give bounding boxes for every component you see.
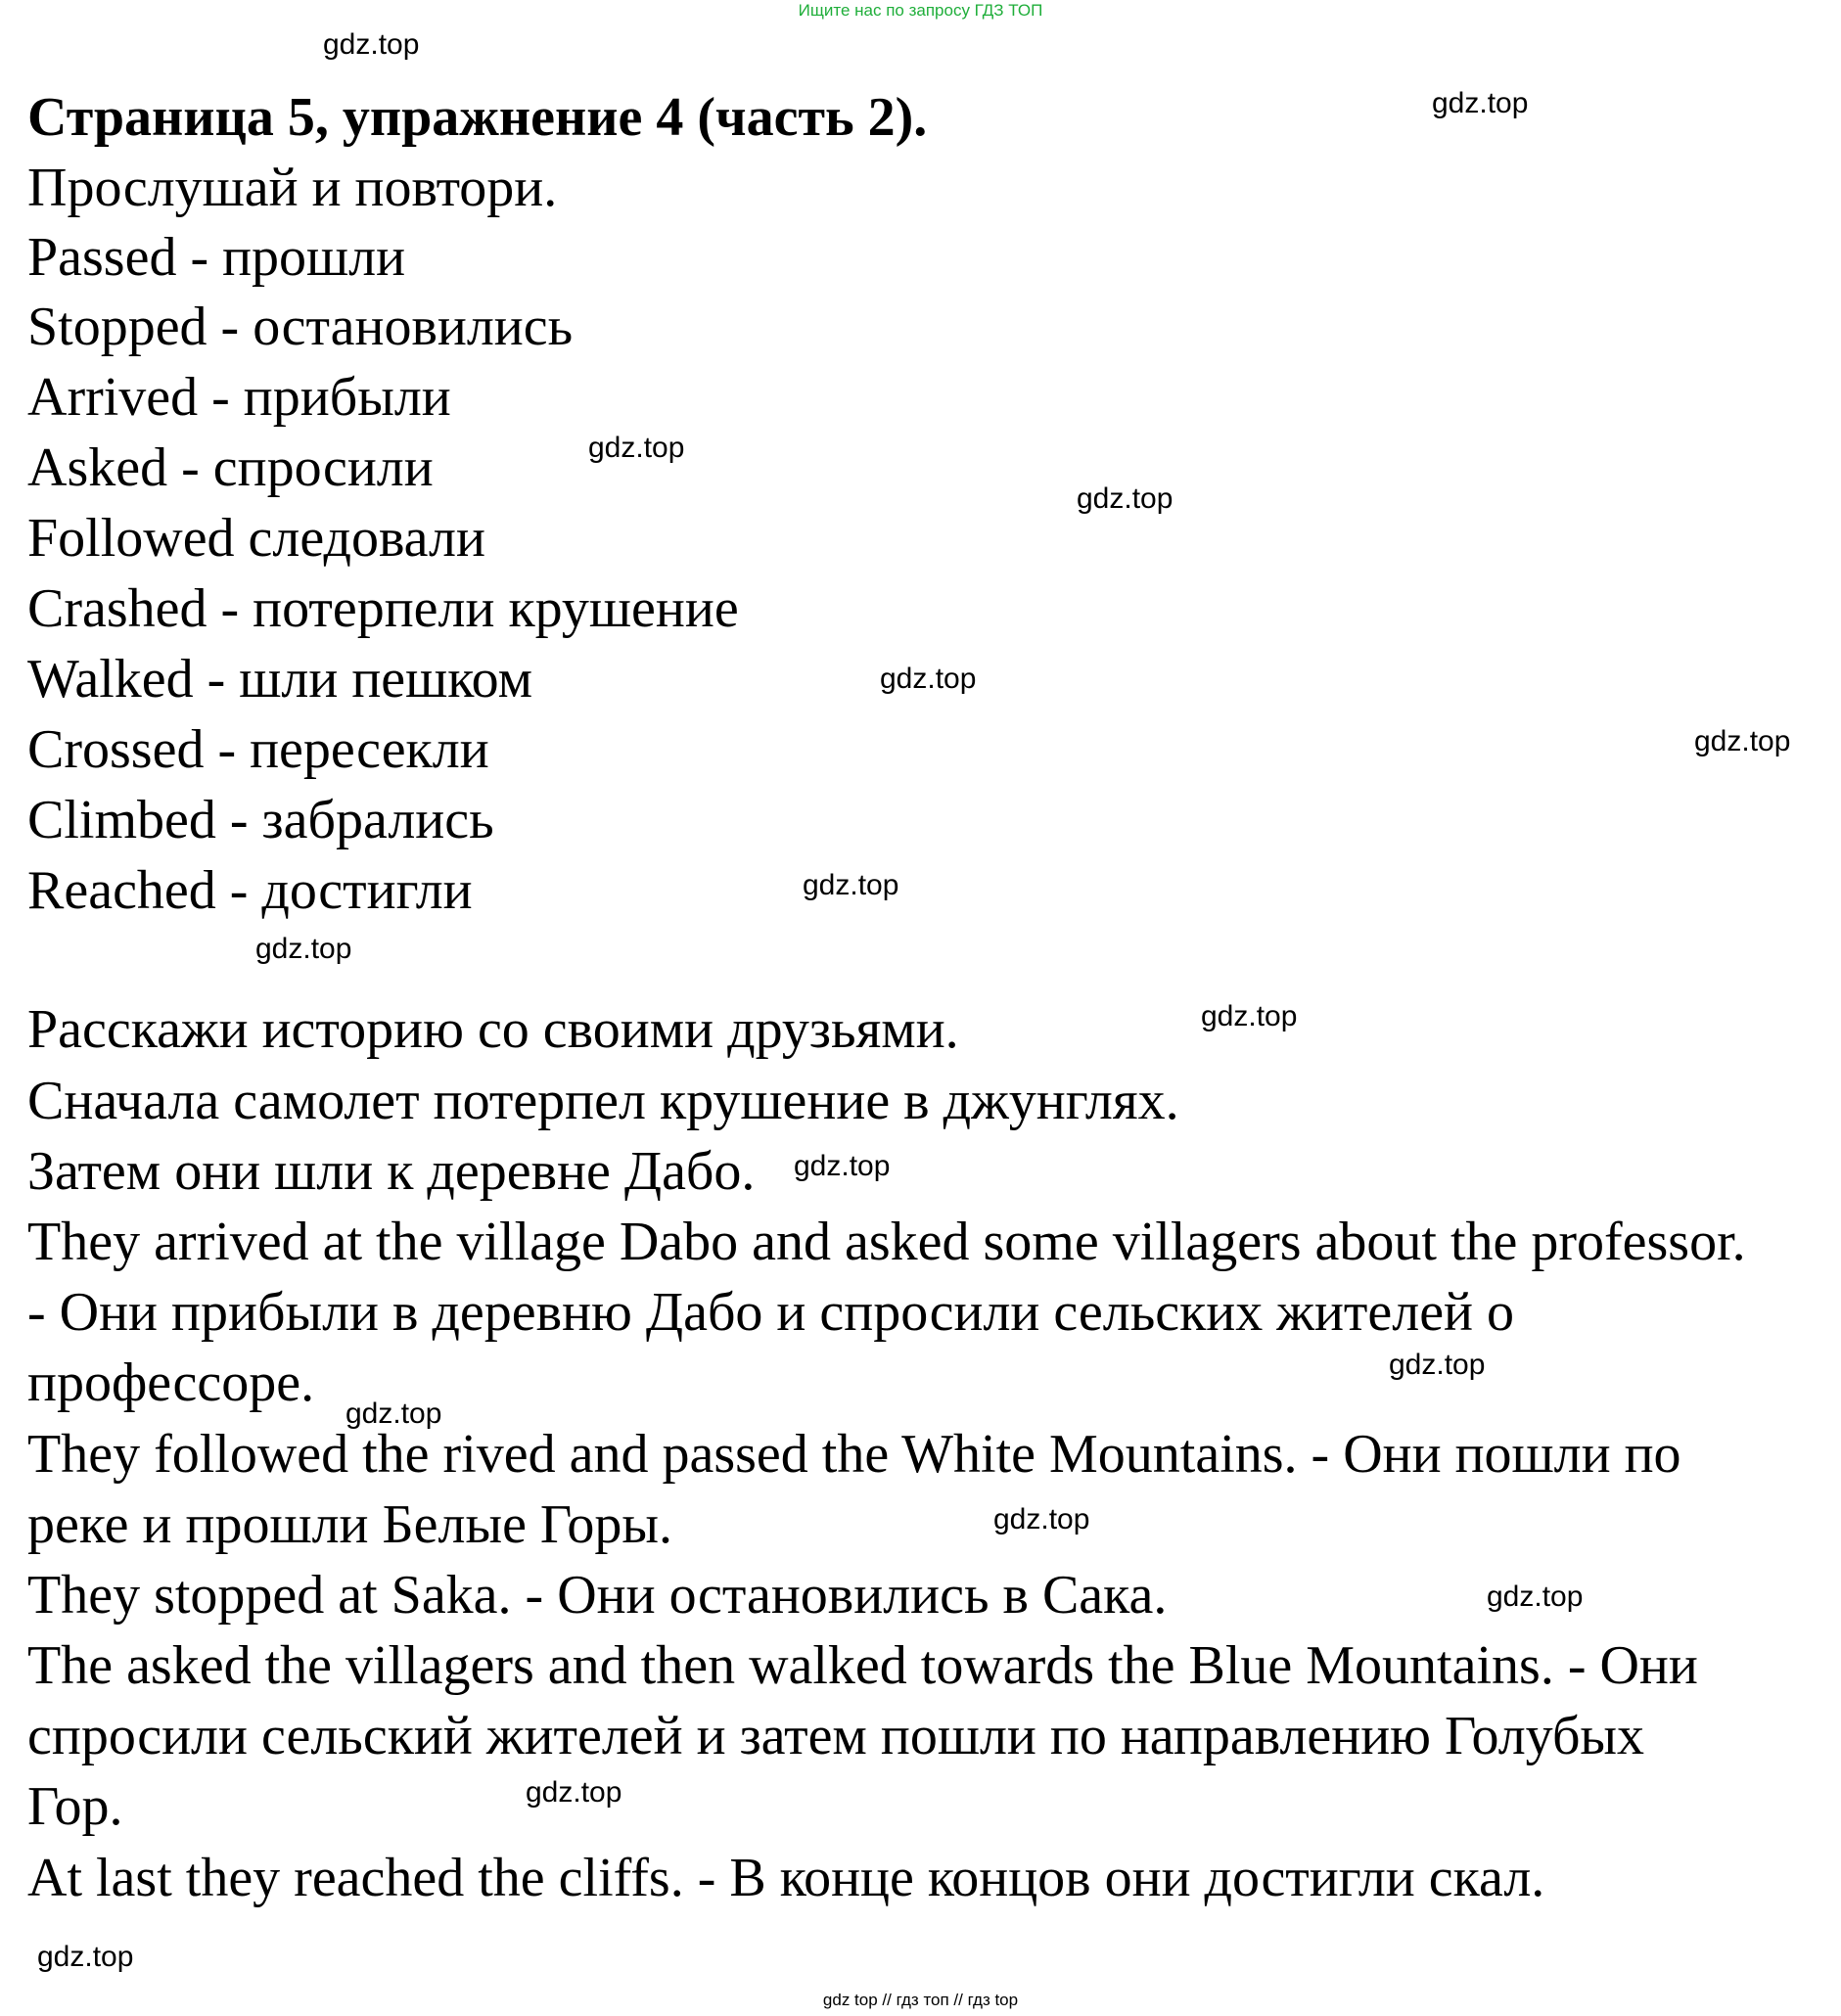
watermark: gdz.top: [794, 1150, 891, 1182]
word-line: Asked - спросили: [27, 437, 434, 498]
instruction-listen: Прослушай и повтори.: [27, 158, 558, 218]
watermark: gdz.top: [323, 28, 420, 61]
story-line: спросили сельский жителей и затем пошли по направлению Голубых: [27, 1706, 1645, 1766]
instruction-tell-story: Расскажи историю со своими друзьями.: [27, 999, 959, 1060]
word-line: Followed следовали: [27, 508, 485, 569]
story-line: They arrived at the village Dabo and asked some villagers about the professor.: [27, 1212, 1746, 1272]
story-line: - Они прибыли в деревню Дабо и спросили сельских жителей о: [27, 1282, 1515, 1343]
watermark: gdz.top: [1389, 1349, 1486, 1381]
watermark: gdz.top: [880, 663, 977, 695]
word-line: Walked - шли пешком: [27, 649, 533, 710]
watermark: gdz.top: [345, 1397, 442, 1430]
watermark: gdz.top: [1694, 725, 1791, 757]
story-line: реке и прошли Белые Горы.: [27, 1494, 673, 1555]
story-line: Сначала самолет потерпел крушение в джунглях.: [27, 1071, 1179, 1131]
watermark: gdz.top: [993, 1503, 1090, 1535]
word-line: Crashed - потерпели крушение: [27, 578, 739, 639]
word-line: Passed - прошли: [27, 227, 406, 288]
watermark: gdz.top: [1201, 1000, 1298, 1032]
word-line: Crossed - пересекли: [27, 719, 489, 780]
story-line: Затем они шли к деревне Дабо.: [27, 1141, 756, 1202]
top-banner: Ищите нас по запросу ГДЗ ТОП: [798, 1, 1043, 20]
footer-watermark: gdz top // гдз топ // гдз top: [822, 1991, 1019, 2009]
word-line: Stopped - остановились: [27, 297, 574, 357]
page-title: Страница 5, упражнение 4 (часть 2).: [27, 87, 928, 148]
watermark: gdz.top: [37, 1941, 134, 1973]
watermark: gdz.top: [1077, 482, 1174, 515]
watermark: gdz.top: [255, 933, 352, 965]
story-line: They stopped at Saka. - Они остановились в Сака.: [27, 1565, 1168, 1626]
word-line: Arrived - прибыли: [27, 367, 451, 428]
watermark: gdz.top: [1487, 1581, 1584, 1613]
watermark: gdz.top: [803, 869, 899, 901]
watermark: gdz.top: [588, 432, 685, 464]
word-line: Reached - достигли: [27, 860, 473, 921]
watermark: gdz.top: [526, 1776, 622, 1809]
story-line: They followed the rived and passed the White Mountains. - Они пошли по: [27, 1424, 1681, 1485]
story-line: профессоре.: [27, 1352, 315, 1413]
word-line: Climbed - забрались: [27, 790, 494, 850]
story-line: At last they reached the cliffs. - В конце концов они достигли скал.: [27, 1848, 1545, 1908]
story-line: Гор.: [27, 1776, 123, 1837]
watermark: gdz.top: [1432, 87, 1529, 119]
story-line: The asked the villagers and then walked towards the Blue Mountains. - Они: [27, 1635, 1698, 1696]
